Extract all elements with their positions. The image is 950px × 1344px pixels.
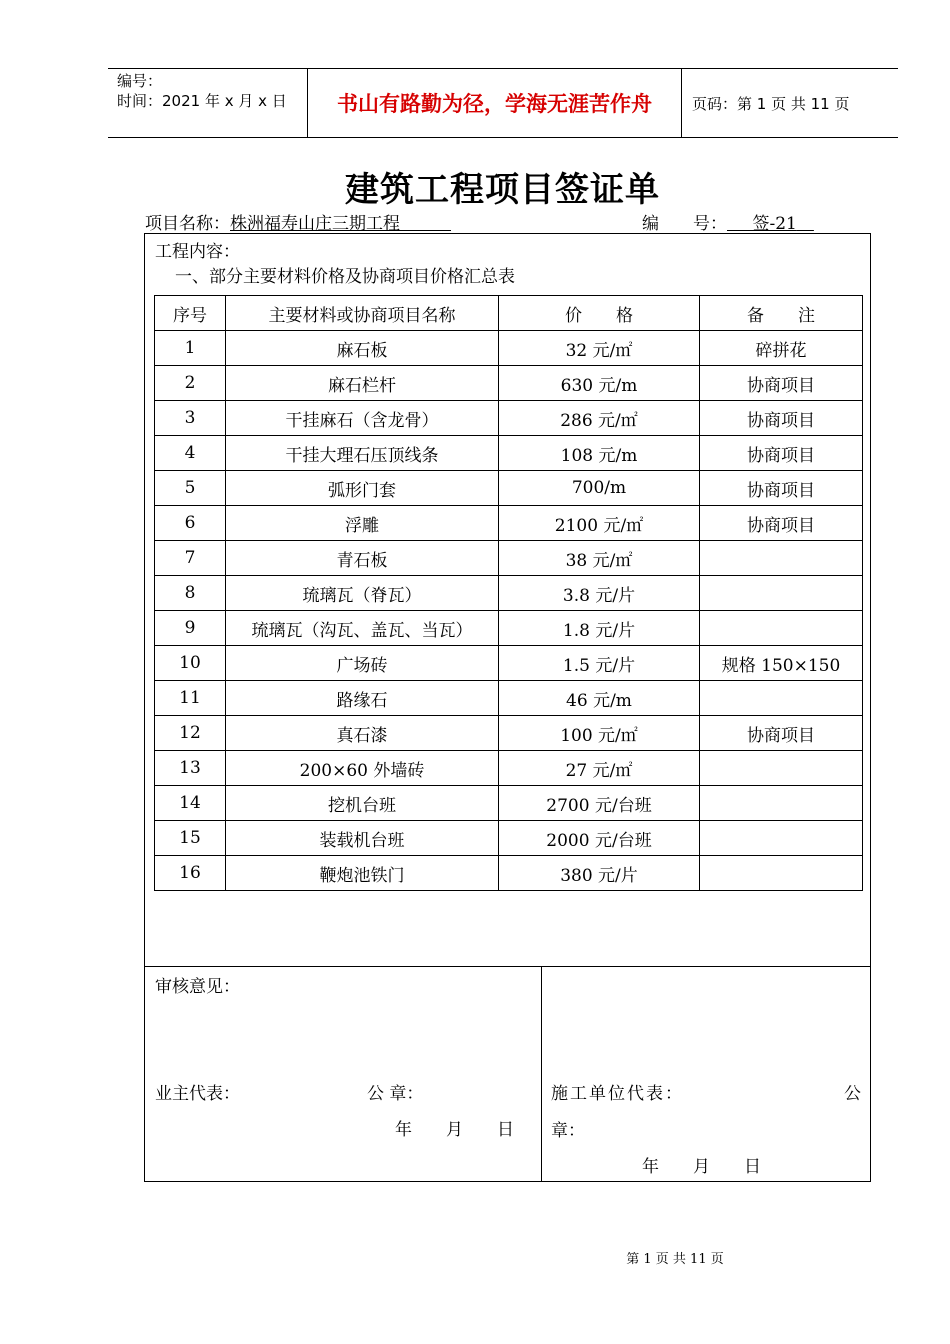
row-name: 琉璃瓦（沟瓦、盖瓦、当瓦） [226,611,499,646]
table-row [155,646,863,681]
form-frame [144,233,871,1182]
table-row [155,436,863,471]
project-code-value: 签-21 [752,214,797,234]
row-index: 4 [155,436,226,471]
row-name: 琉璃瓦（脊瓦） [226,576,499,611]
table-row [155,366,863,401]
row-index: 10 [155,646,226,681]
owner-date: 年 月 日 [395,1120,514,1140]
time-label: 时间：2021 年 x 月 x 日 [117,92,287,110]
row-remark: 协商项目 [700,506,863,541]
section-title: 一、部分主要材料价格及协商项目价格汇总表 [175,267,515,287]
row-price: 700/m [499,471,700,506]
project-name-line [145,209,451,234]
row-price: 2100 元/㎡ [499,506,700,541]
project-name-value: 株洲福寿山庄三期工程 [230,214,400,234]
row-name: 装载机台班 [226,821,499,856]
row-remark: 规格 150×150 [700,646,863,681]
row-price: 32 元/㎡ [499,331,700,366]
row-index: 9 [155,611,226,646]
page-footer: 第 1 页 共 11 页 [626,1252,724,1267]
col-header-price: 价 格 [499,296,700,331]
project-code-line [642,209,814,234]
row-price: 2000 元/台班 [499,821,700,856]
row-index: 1 [155,331,226,366]
row-index: 11 [155,681,226,716]
row-remark [700,541,863,576]
review-label: 审核意见： [155,977,240,997]
row-index: 8 [155,576,226,611]
row-price: 38 元/㎡ [499,541,700,576]
row-index: 2 [155,366,226,401]
row-index: 3 [155,401,226,436]
row-name: 路缘石 [226,681,499,716]
row-index: 6 [155,506,226,541]
row-index: 12 [155,716,226,751]
project-name-label: 项目名称： [145,214,230,234]
row-remark [700,786,863,821]
review-column-divider [541,966,542,1181]
table-row [155,751,863,786]
table-row [155,401,863,436]
row-price: 108 元/m [499,436,700,471]
row-index: 7 [155,541,226,576]
col-header-remark: 备 注 [700,296,863,331]
table-row [155,786,863,821]
owner-rep-label: 业主代表： [155,1084,240,1104]
row-name: 麻石栏杆 [226,366,499,401]
row-name: 200×60 外墙砖 [226,751,499,786]
row-name: 浮雕 [226,506,499,541]
contractor-rep-label: 施工单位代表： [551,1084,684,1104]
row-index: 15 [155,821,226,856]
row-index: 13 [155,751,226,786]
project-code-label: 编 号： [642,214,727,234]
row-remark [700,576,863,611]
table-row [155,576,863,611]
row-remark [700,611,863,646]
row-price: 630 元/m [499,366,700,401]
header-meta [108,69,308,137]
table-row [155,821,863,856]
row-remark: 协商项目 [700,471,863,506]
table-row [155,471,863,506]
contractor-seal-label-2: 章： [551,1121,585,1141]
row-price: 1.8 元/片 [499,611,700,646]
number-label: 编号： [117,72,163,90]
table-row [155,541,863,576]
contractor-date: 年 月 日 [642,1157,761,1177]
table-row [155,681,863,716]
row-name: 青石板 [226,541,499,576]
row-remark [700,856,863,891]
row-remark [700,821,863,856]
row-price: 380 元/片 [499,856,700,891]
row-name: 干挂大理石压顶线条 [226,436,499,471]
motto: 书山有路勤为径，学海无涯苦作舟 [308,69,682,137]
table-row [155,331,863,366]
row-price: 286 元/㎡ [499,401,700,436]
row-index: 5 [155,471,226,506]
col-header-name: 主要材料或协商项目名称 [226,296,499,331]
row-name: 干挂麻石（含龙骨） [226,401,499,436]
row-price: 1.5 元/片 [499,646,700,681]
table-body [155,331,863,891]
row-name: 弧形门套 [226,471,499,506]
content-label: 工程内容： [155,242,240,262]
page-info: 页码：第 1 页 共 11 页 [692,94,850,113]
contractor-seal-label-1: 公 [844,1084,861,1104]
row-remark: 协商项目 [700,436,863,471]
row-index: 16 [155,856,226,891]
row-remark: 碎拼花 [700,331,863,366]
col-header-index: 序号 [155,296,226,331]
row-price: 2700 元/台班 [499,786,700,821]
row-remark: 协商项目 [700,366,863,401]
row-remark [700,751,863,786]
review-divider [145,966,870,967]
table-row [155,611,863,646]
row-price: 46 元/m [499,681,700,716]
table-row [155,506,863,541]
row-name: 挖机台班 [226,786,499,821]
row-price: 100 元/㎡ [499,716,700,751]
row-remark [700,681,863,716]
row-remark: 协商项目 [700,716,863,751]
row-name: 鞭炮池铁门 [226,856,499,891]
row-name: 真石漆 [226,716,499,751]
row-name: 麻石板 [226,331,499,366]
materials-table [154,295,863,891]
owner-seal-label: 公 章： [367,1084,424,1104]
table-row [155,716,863,751]
header-strip [108,68,898,138]
row-price: 27 元/㎡ [499,751,700,786]
row-name: 广场砖 [226,646,499,681]
page-title: 建筑工程项目签证单 [345,170,660,210]
table-row [155,856,863,891]
row-index: 14 [155,786,226,821]
table-header-row [155,296,863,331]
row-price: 3.8 元/片 [499,576,700,611]
row-remark: 协商项目 [700,401,863,436]
